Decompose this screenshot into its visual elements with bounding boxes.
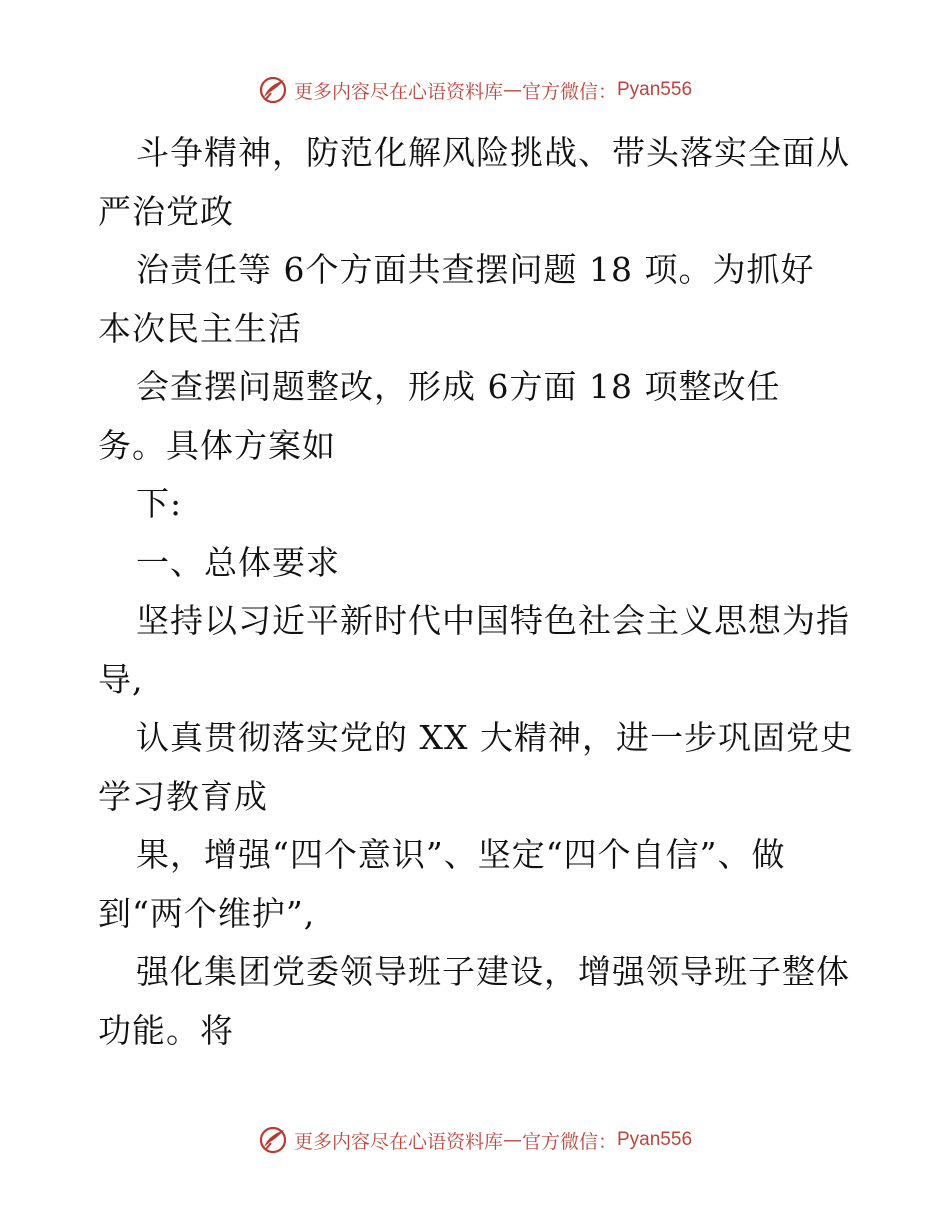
text-line: 严治党政 (98, 191, 234, 231)
text-line: 导, (98, 659, 144, 699)
text-line: 本次民主生活 (98, 308, 302, 348)
banner-separator: — (502, 79, 522, 101)
section-heading: 一、总体要求 (136, 542, 340, 582)
text-line: 务。具体方案如 (98, 425, 336, 465)
banner-separator: — (502, 1129, 522, 1151)
page-footer-banner (0, 1122, 950, 1158)
banner-wechat-id: Pyan556 (617, 1129, 693, 1150)
banner-wechat-label: 官方微信： (521, 1130, 617, 1153)
document-body (98, 124, 858, 1060)
text-line: 下: (136, 484, 183, 523)
banner-title: 更多内容尽在心语资料库 (293, 1130, 503, 1153)
banner-wechat-id: Pyan556 (617, 79, 693, 100)
text-line: 斗争精神，防范化解风险挑战、带头落实全面从 (136, 133, 850, 172)
text-line: 学习教育成 (98, 776, 268, 816)
text-line: 会查摆问题整改，形成 6方面 18 项整改任 (136, 367, 781, 406)
quill-circle-logo-icon (258, 75, 288, 105)
text-line: 治责任等 6个方面共查摆问题 18 项。为抓好 (136, 250, 815, 289)
banner-title: 更多内容尽在心语资料库 (293, 80, 503, 103)
text-line: 坚持以习近平新时代中国特色社会主义思想为指 (136, 601, 850, 640)
banner-wechat-label: 官方微信： (521, 80, 617, 103)
text-line: 到“两个维护”, (98, 893, 316, 933)
text-line: 强化集团党委领导班子建设，增强领导班子整体 (136, 952, 850, 991)
page-header-banner (0, 72, 950, 108)
text-line: 果，增强“四个意识”、坚定“四个自信”、做 (136, 835, 786, 874)
text-line: 功能。将 (98, 1010, 234, 1050)
text-line: 认真贯彻落实党的 XX 大精神，进一步巩固党史 (136, 718, 854, 757)
quill-circle-logo-icon (258, 1125, 288, 1155)
